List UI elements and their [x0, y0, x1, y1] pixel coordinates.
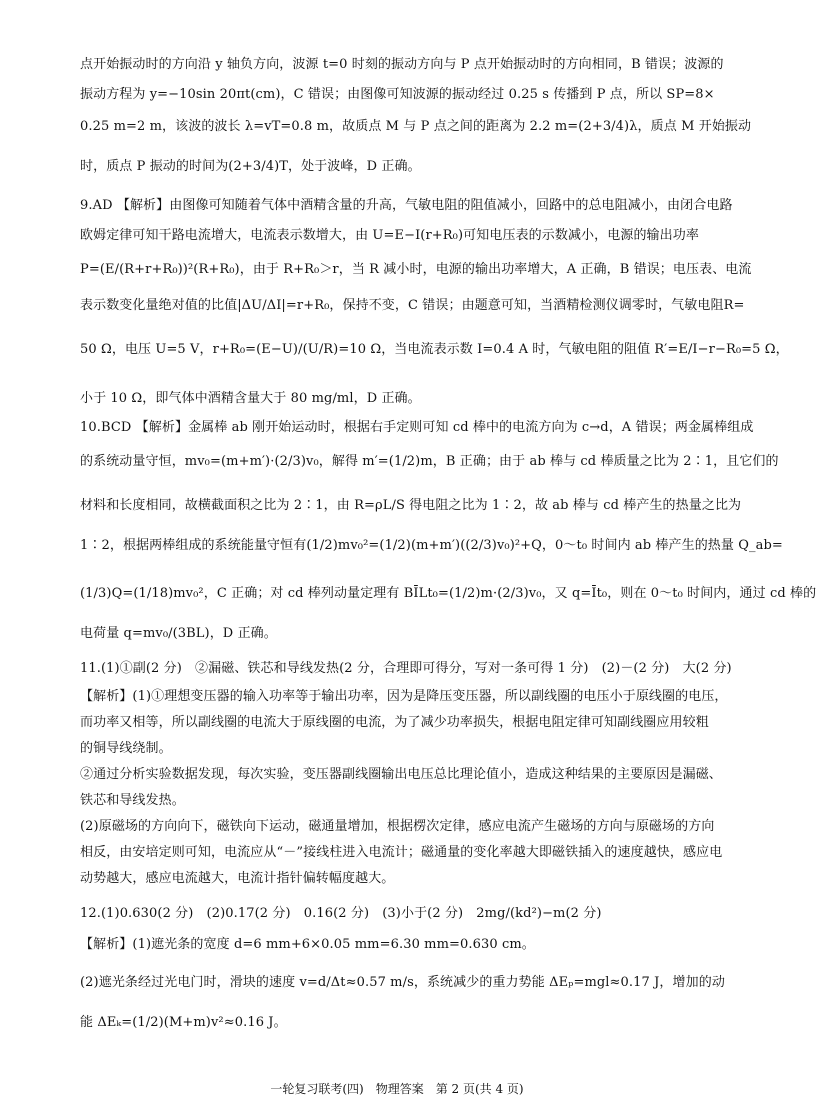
text-line: 动势越大，感应电流越大，电流计指针偏转幅度越大。	[80, 871, 395, 886]
text-line: 能 ΔEₖ=(1/2)(M+m)v²≈0.16 J。	[80, 1015, 287, 1030]
text-line: 电荷量 q=mv₀/(3BL)，D 正确。	[80, 626, 277, 641]
text-line: 的铜导线绕制。	[80, 741, 172, 756]
text-line: 小于 10 Ω，即气体中酒精含量大于 80 mg/ml，D 正确。	[80, 391, 421, 406]
text-line: 铁芯和导线发热。	[80, 793, 185, 808]
text-line: (1/3)Q=(1/18)mv₀²，C 正确；对 cd 棒列动量定理有 BĪLt₀=(1/2)m·(2/3)v₀，又 q=Īt₀，则在 0～t₀ 时间内，通过 cd 棒的	[80, 586, 816, 601]
text-line: 10.BCD 【解析】金属棒 ab 刚开始运动时，根据右手定则可知 cd 棒中的电流方向为 c→d，A 错误；两金属棒组成	[80, 420, 754, 435]
text-line: 时，质点 P 振动的时间为(2+3/4)T，处于波峰，D 正确。	[80, 159, 421, 174]
text-line: (2)遮光条经过光电门时，滑块的速度 v=d/Δt≈0.57 m/s，系统减少的重力势能 ΔEₚ=mgl≈0.17 J，增加的动	[80, 975, 725, 990]
text-line: 表示数变化量绝对值的比值|ΔU/ΔI|=r+R₀，保持不变，C 错误；由题意可知，当酒精检测仪调零时，气敏电阻R=	[80, 298, 745, 313]
text-line: 欧姆定律可知干路电流增大，电流表示数增大，由 U=E−I(r+R₀)可知电压表的示数减小，电源的输出功率	[80, 228, 699, 243]
text-line: 而功率又相等，所以副线圈的电流大于原线圈的电流，为了减少功率损失，根据电阻定律可知副线圈应用较粗	[80, 715, 709, 730]
text-line: 【解析】(1)遮光条的宽度 d=6 mm+6×0.05 mm=6.30 mm=0.630 cm。	[80, 937, 535, 952]
text-line: 50 Ω，电压 U=5 V，r+R₀=(E−U)/(U/R)=10 Ω，当电流表示数 I=0.4 A 时，气敏电阻的阻值 R′=E/I−r−R₀=5 Ω，	[80, 342, 789, 357]
text-line: 【解析】(1)①理想变压器的输入功率等于输出功率，因为是降压变压器，所以副线圈的电压小于原线圈的电压，	[80, 689, 728, 704]
page-footer: 一轮复习联考(四) 物理答案 第 2 页(共 4 页)	[270, 1082, 524, 1096]
text-line: 点开始振动时的方向沿 y 轴负方向，波源 t=0 时刻的振动方向与 P 点开始振动时的方向相同，B 错误；波源的	[80, 57, 724, 72]
text-line: (2)原磁场的方向向下，磁铁向下运动，磁通量增加，根据楞次定律，感应电流产生磁场的方向与原磁场的方向	[80, 819, 715, 834]
text-line: 12.(1)0.630(2 分) (2)0.17(2 分) 0.16(2 分) (3)小于(2 分) 2mg/(kd²)−m(2 分)	[80, 906, 602, 921]
text-line: 相反，由安培定则可知，电流应从“－”接线柱进入电流计；磁通量的变化率越大即磁铁插入的速度越快，感应电	[80, 845, 723, 860]
text-line: 振动方程为 y=−10sin 20πt(cm)，C 错误；由图像可知波源的振动经过 0.25 s 传播到 P 点，所以 SP=8×	[80, 87, 715, 102]
text-line: 的系统动量守恒，mv₀=(m+m′)·(2/3)v₀，解得 m′=(1/2)m，B 正确；由于 ab 棒与 cd 棒质量之比为 2∶1，且它们的	[80, 454, 779, 469]
text-line: 9.AD 【解析】由图像可知随着气体中酒精含量的升高，气敏电阻的阻值减小，回路中的总电阻减小，由闭合电路	[80, 198, 733, 213]
text-line: 0.25 m=2 m，该波的波长 λ=vT=0.8 m，故质点 M 与 P 点之间的距离为 2.2 m=(2+3/4)λ，质点 M 开始振动	[80, 119, 752, 134]
text-line: ②通过分析实验数据发现，每次实验，变压器副线圈输出电压总比理论值小，造成这种结果的主要原因是漏磁、	[80, 767, 722, 782]
text-line: 材料和长度相同，故横截面积之比为 2∶1，由 R=ρL/S 得电阻之比为 1∶2，故 ab 棒与 cd 棒产生的热量之比为	[80, 498, 742, 513]
text-line: 11.(1)①副(2 分) ②漏磁、铁芯和导线发热(2 分，合理即可得分，写对一条可得 1 分) (2)－(2 分) 大(2 分)	[80, 661, 732, 676]
text-line: 1∶2，根据两棒组成的系统能量守恒有(1/2)mv₀²=(1/2)(m+m′)((2/3)v₀)²+Q，0～t₀ 时间内 ab 棒产生的热量 Q_ab=	[80, 538, 783, 553]
text-line: P=(E/(R+r+R₀))²(R+R₀)，由于 R+R₀＞r，当 R 减小时，电源的输出功率增大，A 正确，B 错误；电压表、电流	[80, 262, 752, 277]
